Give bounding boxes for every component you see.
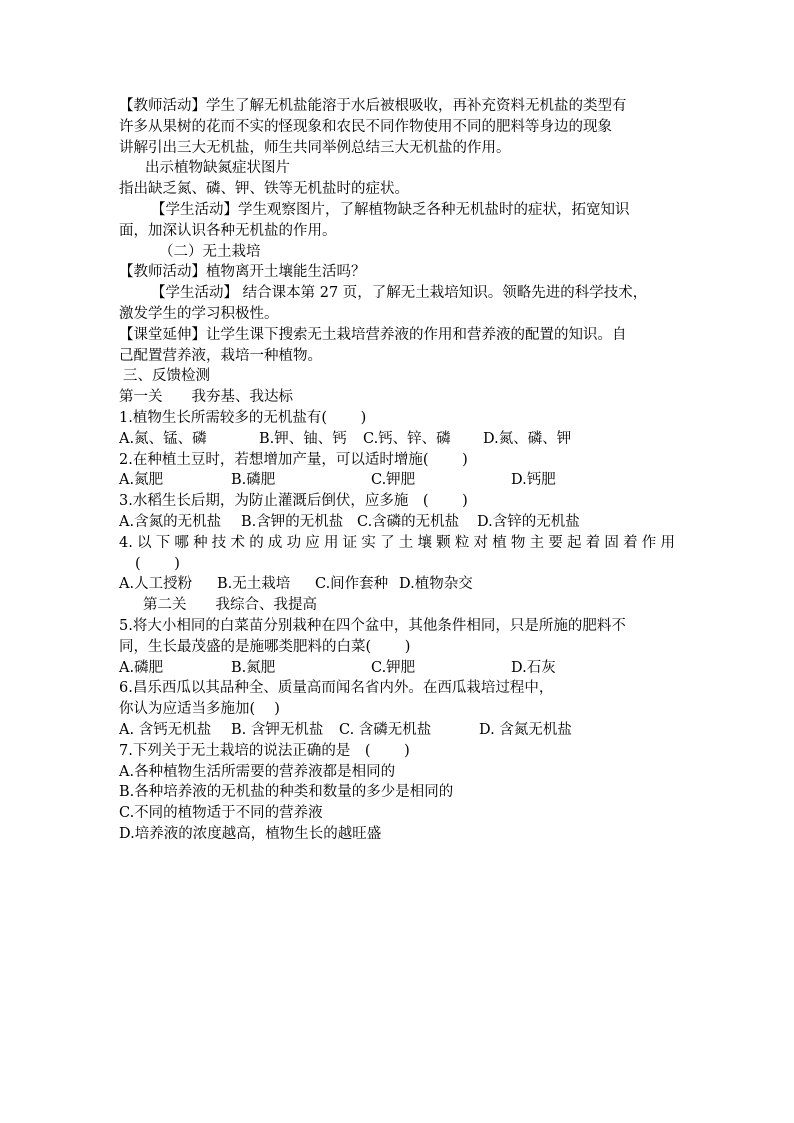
question-1-option-a: A.氮、锰、磷 [119,430,207,447]
question-4-options [119,574,675,595]
question-7-option-a: A.各种植物生活所需要的营养液都是相同的 [119,763,396,780]
document-page [119,96,675,845]
level-two-heading: 第二关 我综合、我提高 [143,597,317,614]
question-7-option-d: D.培养液的浓度越高，植物生长的越旺盛 [119,825,382,842]
question-4-option-d: D.植物杂交 [399,576,473,593]
extension-line-1: 【课堂延伸】让学生课下搜索无土栽培营养液的作用和营养液的配置的知识。自 [119,326,627,343]
question-7-option-c: C.不同的植物适于不同的营养液 [119,805,323,822]
question-3-stem: 3.水稻生长后期，为防止灌溉后倒伏，应多施 ( ) [119,493,468,510]
question-6-option-b: B. 含钾无机盐 [231,721,324,738]
question-2-option-a: A.氮肥 [119,472,164,489]
question-5-option-c: C.钾肥 [371,659,416,676]
section-heading-feedback: 三、反馈检测 [123,368,210,385]
question-5-line-1: 5.将大小相同的白菜苗分别栽种在四个盆中，其他条件相同，只是所施的肥料不 [119,617,626,634]
question-6-option-a: A. 含钙无机盐 [119,721,212,738]
extension-line-2: 己配置营养液，栽培一种植物。 [119,347,322,364]
question-4-option-b: B.无土栽培 [217,576,291,593]
question-2-stem: 2.在种植土豆时，若想增加产量，可以适时增施( ) [119,451,468,468]
section-heading-soilless: （二）无土栽培 [159,243,261,260]
question-4-paren: ( ) [135,555,180,572]
question-6-line-1: 6.昌乐西瓜以其品种全、质量高而闻名省内外。在西瓜栽培过程中， [119,680,554,697]
student-activity-2-line-2: 激发学生的学习积极性。 [119,305,279,322]
question-6-option-d: D. 含氮无机盐 [479,721,572,738]
question-7-option-b: B.各种培养液的无机盐的种类和数量的多少是相同的 [119,784,454,801]
question-1-stem: 1.植物生长所需较多的无机盐有( ) [119,409,367,426]
question-3-options [119,512,675,533]
question-1-options [119,429,675,450]
question-5-option-a: A.磷肥 [119,659,164,676]
question-3-option-c: C.含磷的无机盐 [357,513,460,530]
question-3-option-a: A.含氮的无机盐 [119,513,222,530]
question-5-line-2: 同，生长最茂盛的是施哪类肥料的白菜( ) [119,638,411,655]
student-activity-line-2: 面，加深认识各种无机盐的作用。 [119,222,337,239]
question-1-option-c: C.钙、锌、磷 [363,430,451,447]
question-2-option-d: D.钙肥 [511,472,556,489]
question-2-options [119,470,675,491]
question-5-option-d: D.石灰 [511,659,556,676]
question-5-option-b: B.氮肥 [231,659,276,676]
question-4-stem: 4.以下哪种技术的成功应用证实了土壤颗粒对植物主要起着固着作用 [119,534,675,551]
question-4-option-a: A.人工授粉 [119,576,193,593]
question-3-option-d: D.含锌的无机盐 [477,513,580,530]
point-out-text: 指出缺乏氮、磷、钾、铁等无机盐时的症状。 [119,181,409,198]
question-1-option-b: B.钾、铀、钙 [259,430,347,447]
teacher-activity-line-2: 许多从果树的花而不实的怪现象和农民不同作物使用不同的肥料等身边的现象 [119,118,612,135]
teacher-activity-question: 【教师活动】植物离开土壤能生活吗？ [119,264,366,281]
student-activity-2-line-1: 【学生活动】 结合课本第 27 页，了解无土栽培知识。领略先进的科学技术， [151,285,648,302]
level-one-heading: 第一关 我夯基、我达标 [119,389,293,406]
show-picture-text: 出示植物缺氮症状图片 [145,160,290,177]
question-2-option-c: C.钾肥 [371,472,416,489]
question-3-option-b: B.含钾的无机盐 [241,513,344,530]
teacher-activity-line-1: 【教师活动】学生了解无机盐能溶于水后被根吸收，再补充资料无机盐的类型有 [119,98,627,114]
question-6-option-c: C. 含磷无机盐 [339,721,432,738]
student-activity-line-1: 【学生活动】学生观察图片，了解植物缺乏各种无机盐时的症状，拓宽知识 [151,201,630,218]
question-6-line-2: 你认为应适当多施加( ) [119,701,280,718]
question-2-option-b: B.磷肥 [231,472,276,489]
question-7-stem: 7.下列关于无土栽培的说法正确的是 ( ) [119,742,410,759]
question-5-options [119,658,675,679]
question-1-option-d: D.氮、磷、钾 [483,430,572,447]
question-4-option-c: C.间作套种 [315,576,389,593]
question-6-options [119,720,675,741]
teacher-activity-line-3: 讲解引出三大无机盐，师生共同举例总结三大无机盐的作用。 [119,139,511,156]
